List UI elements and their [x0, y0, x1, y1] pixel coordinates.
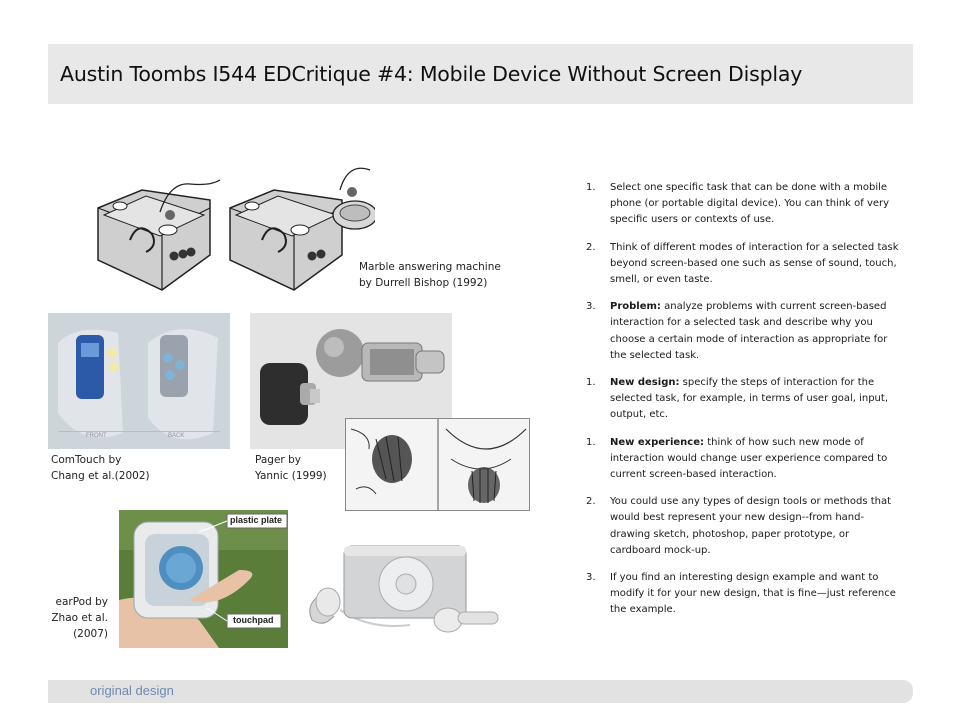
slide-title: Austin Toombs I544 EDCritique #4: Mobile Device Without Screen Display [60, 62, 803, 86]
list-item-bold: New experience: [610, 436, 705, 448]
list-item [586, 299, 901, 364]
list-item-number: 1. [586, 436, 596, 448]
comtouch-back-label: BACK [168, 433, 185, 439]
list-item-number: 1. [586, 377, 596, 389]
wearable-sketch-image [345, 418, 530, 511]
list-item-text: think of how such new mode of interaction would change user experience compared to current screen-based interaction. [610, 436, 888, 481]
marble-caption: Marble answering machine by Durrell Bishop (1992) [359, 261, 501, 289]
list-item-text: If you find an interesting design example and want to modify it for your new design, that is fine—just reference the example. [610, 572, 896, 616]
list-item-number: 2. [586, 241, 596, 253]
list-item-number: 2. [586, 496, 596, 508]
ipod-shuffle-image [300, 540, 505, 642]
earpod-caption: earPod by Zhao et al. (2007) [51, 596, 108, 640]
list-item-text: Select one specific task that can be done with a mobile phone (or portable digital device). You can think of very specific users or contexts of use. [610, 182, 890, 226]
list-item-bold: New design: [610, 377, 680, 389]
list-item [586, 494, 901, 559]
footer-label: original design [90, 683, 174, 698]
instruction-list [586, 180, 901, 630]
pager-caption: Pager by Yannic (1999) [255, 454, 327, 482]
title-bar [48, 44, 913, 104]
plastic-plate-label: plastic plate [230, 515, 283, 525]
list-item [586, 570, 901, 619]
list-item-text: analyze problems with current screen-based interaction for a selected task and describe why you choose a certain mode of interaction as appropriate for the selected task. [610, 301, 888, 361]
comtouch-front-label: FRONT [86, 433, 107, 439]
list-item-number: 3. [586, 572, 596, 584]
list-item-bold: Problem: [610, 301, 661, 313]
list-item [586, 240, 901, 289]
list-item-number: 1. [586, 182, 596, 193]
list-item [586, 375, 901, 424]
marble-answering-machine-image [90, 160, 375, 295]
touchpad-label: touchpad [233, 615, 274, 625]
list-item-text: specify the steps of interaction for the selected task, for example, in terms of user goal, input, output, etc. [610, 377, 888, 421]
list-item-text: You could use any types of design tools or methods that would best represent your new design--from hand-drawing sketch, photoshop, paper prototype, or cardboard mock-up. [610, 496, 892, 556]
list-item [586, 435, 901, 484]
comtouch-caption: ComTouch by Chang et al.(2002) [51, 454, 150, 482]
list-item-number: 3. [586, 301, 596, 313]
comtouch-image [48, 313, 230, 449]
list-item-text: Think of different modes of interaction for a selected task beyond screen-based one such as sense of sound, touch, smell, or even taste. [610, 241, 899, 286]
footer-bar [48, 680, 913, 703]
list-item [586, 180, 901, 229]
earpod-image [119, 510, 288, 648]
